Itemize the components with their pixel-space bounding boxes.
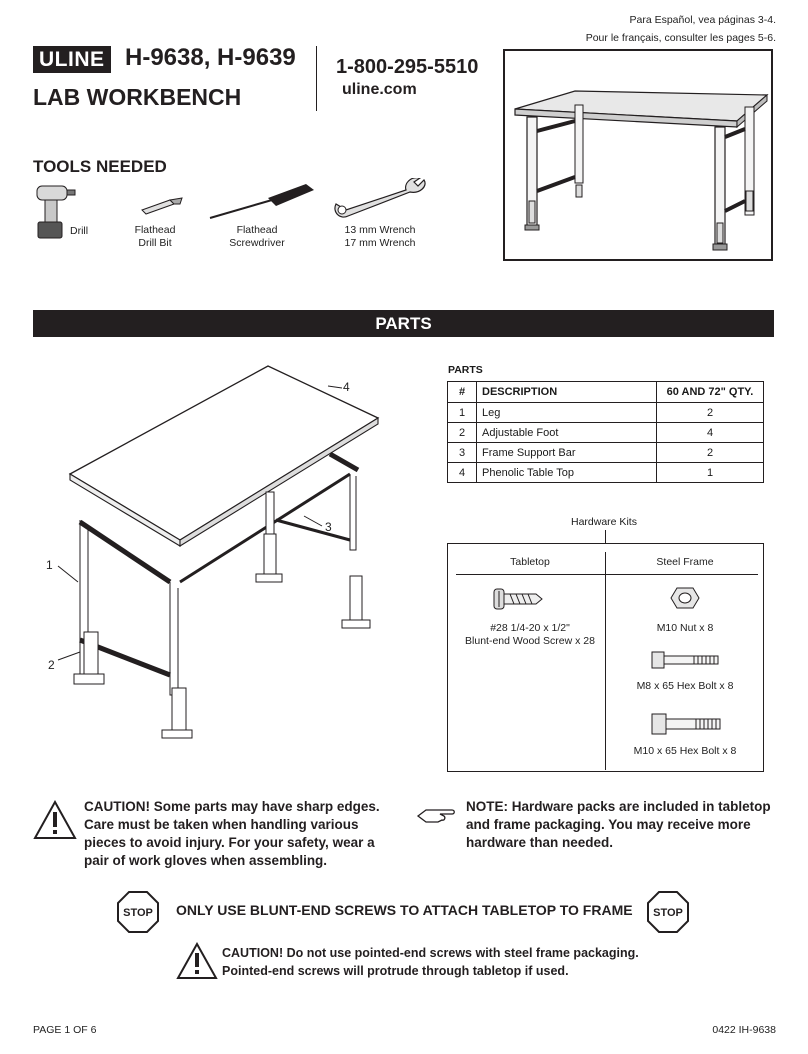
table-row: 4 Phenolic Table Top 1 xyxy=(448,463,764,483)
caution-triangle-icon xyxy=(176,942,218,980)
wood-screw-icon xyxy=(492,586,552,612)
hardware-divider xyxy=(605,552,606,770)
product-photo xyxy=(503,49,773,261)
stop-message: ONLY USE BLUNT-END SCREWS TO ATTACH TABLETOP TO FRAME xyxy=(176,902,633,918)
parts-table xyxy=(447,381,764,483)
m8-hex-bolt-icon xyxy=(650,650,720,670)
callout-4: 4 xyxy=(343,380,350,394)
website: uline.com xyxy=(342,81,417,98)
hardware-kits-title: Hardware Kits xyxy=(571,516,637,528)
product-title: LAB WORKBENCH xyxy=(33,84,242,110)
tool-label-drill: Drill xyxy=(70,225,89,237)
hardware-title-connector xyxy=(605,530,606,543)
screwdriver-icon xyxy=(206,180,318,222)
caution-sharp-edges: CAUTION! Some parts may have sharp edges. Care must be taken when handling various pieces to avoid injury. For your safety, wear a pair of work gloves when assembling. xyxy=(84,799,380,868)
nut-icon xyxy=(670,586,700,610)
tool-label-wrench: 13 mm Wrench 17 mm Wrench xyxy=(344,224,416,249)
caution-pointed-screws: CAUTION! Do not use pointed-end screws with steel frame packaging. Pointed-end screws will protrude through tabletop if used. xyxy=(222,946,639,978)
tool-label-drill-bit: Flathead Drill Bit xyxy=(134,224,176,249)
uline-logo: ULINE xyxy=(33,46,111,73)
note-hardware-packs: NOTE: Hardware packs are included in tabletop and frame packaging. You may receive more hardware than needed. xyxy=(466,799,771,850)
parts-table-header xyxy=(448,382,764,403)
parts-section-title: PARTS xyxy=(33,310,774,337)
table-row: 3 Frame Support Bar 2 xyxy=(448,443,764,463)
stop-sign-icon xyxy=(116,890,160,934)
header-divider xyxy=(316,46,317,111)
table-row: 2 Adjustable Foot 4 xyxy=(448,423,764,443)
tool-label-screwdriver: Flathead Screwdriver xyxy=(229,224,285,249)
wood-screw-label: #28 1/4-20 x 1/2" Blunt-end Wood Screw x 28 xyxy=(465,622,595,647)
col-quantity: 60 AND 72" QTY. xyxy=(657,382,764,403)
french-note: Pour le français, consulter les pages 5-6. xyxy=(585,32,776,44)
m10-hex-bolt-icon xyxy=(650,712,722,736)
phone-number: 1-800-295-5510 xyxy=(336,56,479,78)
wrench-icon xyxy=(330,178,430,222)
parts-table-label: PARTS xyxy=(448,364,483,376)
model-numbers: H-9638, H-9639 xyxy=(125,44,296,71)
m10-nut-label: M10 Nut x 8 xyxy=(656,622,714,634)
stop-sign-icon xyxy=(646,890,690,934)
callout-1: 1 xyxy=(46,558,53,572)
caution-triangle-icon xyxy=(33,800,77,840)
steel-frame-heading: Steel Frame xyxy=(656,556,714,568)
pointing-hand-icon xyxy=(416,802,456,826)
workbench-illustration xyxy=(505,51,771,259)
drill-bit-icon xyxy=(140,196,184,216)
tabletop-heading: Tabletop xyxy=(510,556,550,568)
svg-text:STOP: STOP xyxy=(653,907,683,919)
page-number: PAGE 1 OF 6 xyxy=(33,1024,97,1036)
parts-exploded-diagram xyxy=(40,350,400,740)
document-code: 0422 IH-9638 xyxy=(712,1024,776,1036)
svg-text:STOP: STOP xyxy=(123,907,153,919)
m10-hex-bolt-label: M10 x 65 Hex Bolt x 8 xyxy=(633,745,737,757)
spanish-note: Para Español, vea páginas 3-4. xyxy=(629,14,776,26)
col-description: DESCRIPTION xyxy=(477,382,657,403)
hardware-header-rule xyxy=(456,574,758,575)
m8-hex-bolt-label: M8 x 65 Hex Bolt x 8 xyxy=(636,680,734,692)
callout-2: 2 xyxy=(48,658,55,672)
table-row: 1 Leg 2 xyxy=(448,403,764,423)
tools-heading: TOOLS NEEDED xyxy=(33,157,167,176)
callout-3: 3 xyxy=(325,520,332,534)
col-number: # xyxy=(448,382,477,403)
